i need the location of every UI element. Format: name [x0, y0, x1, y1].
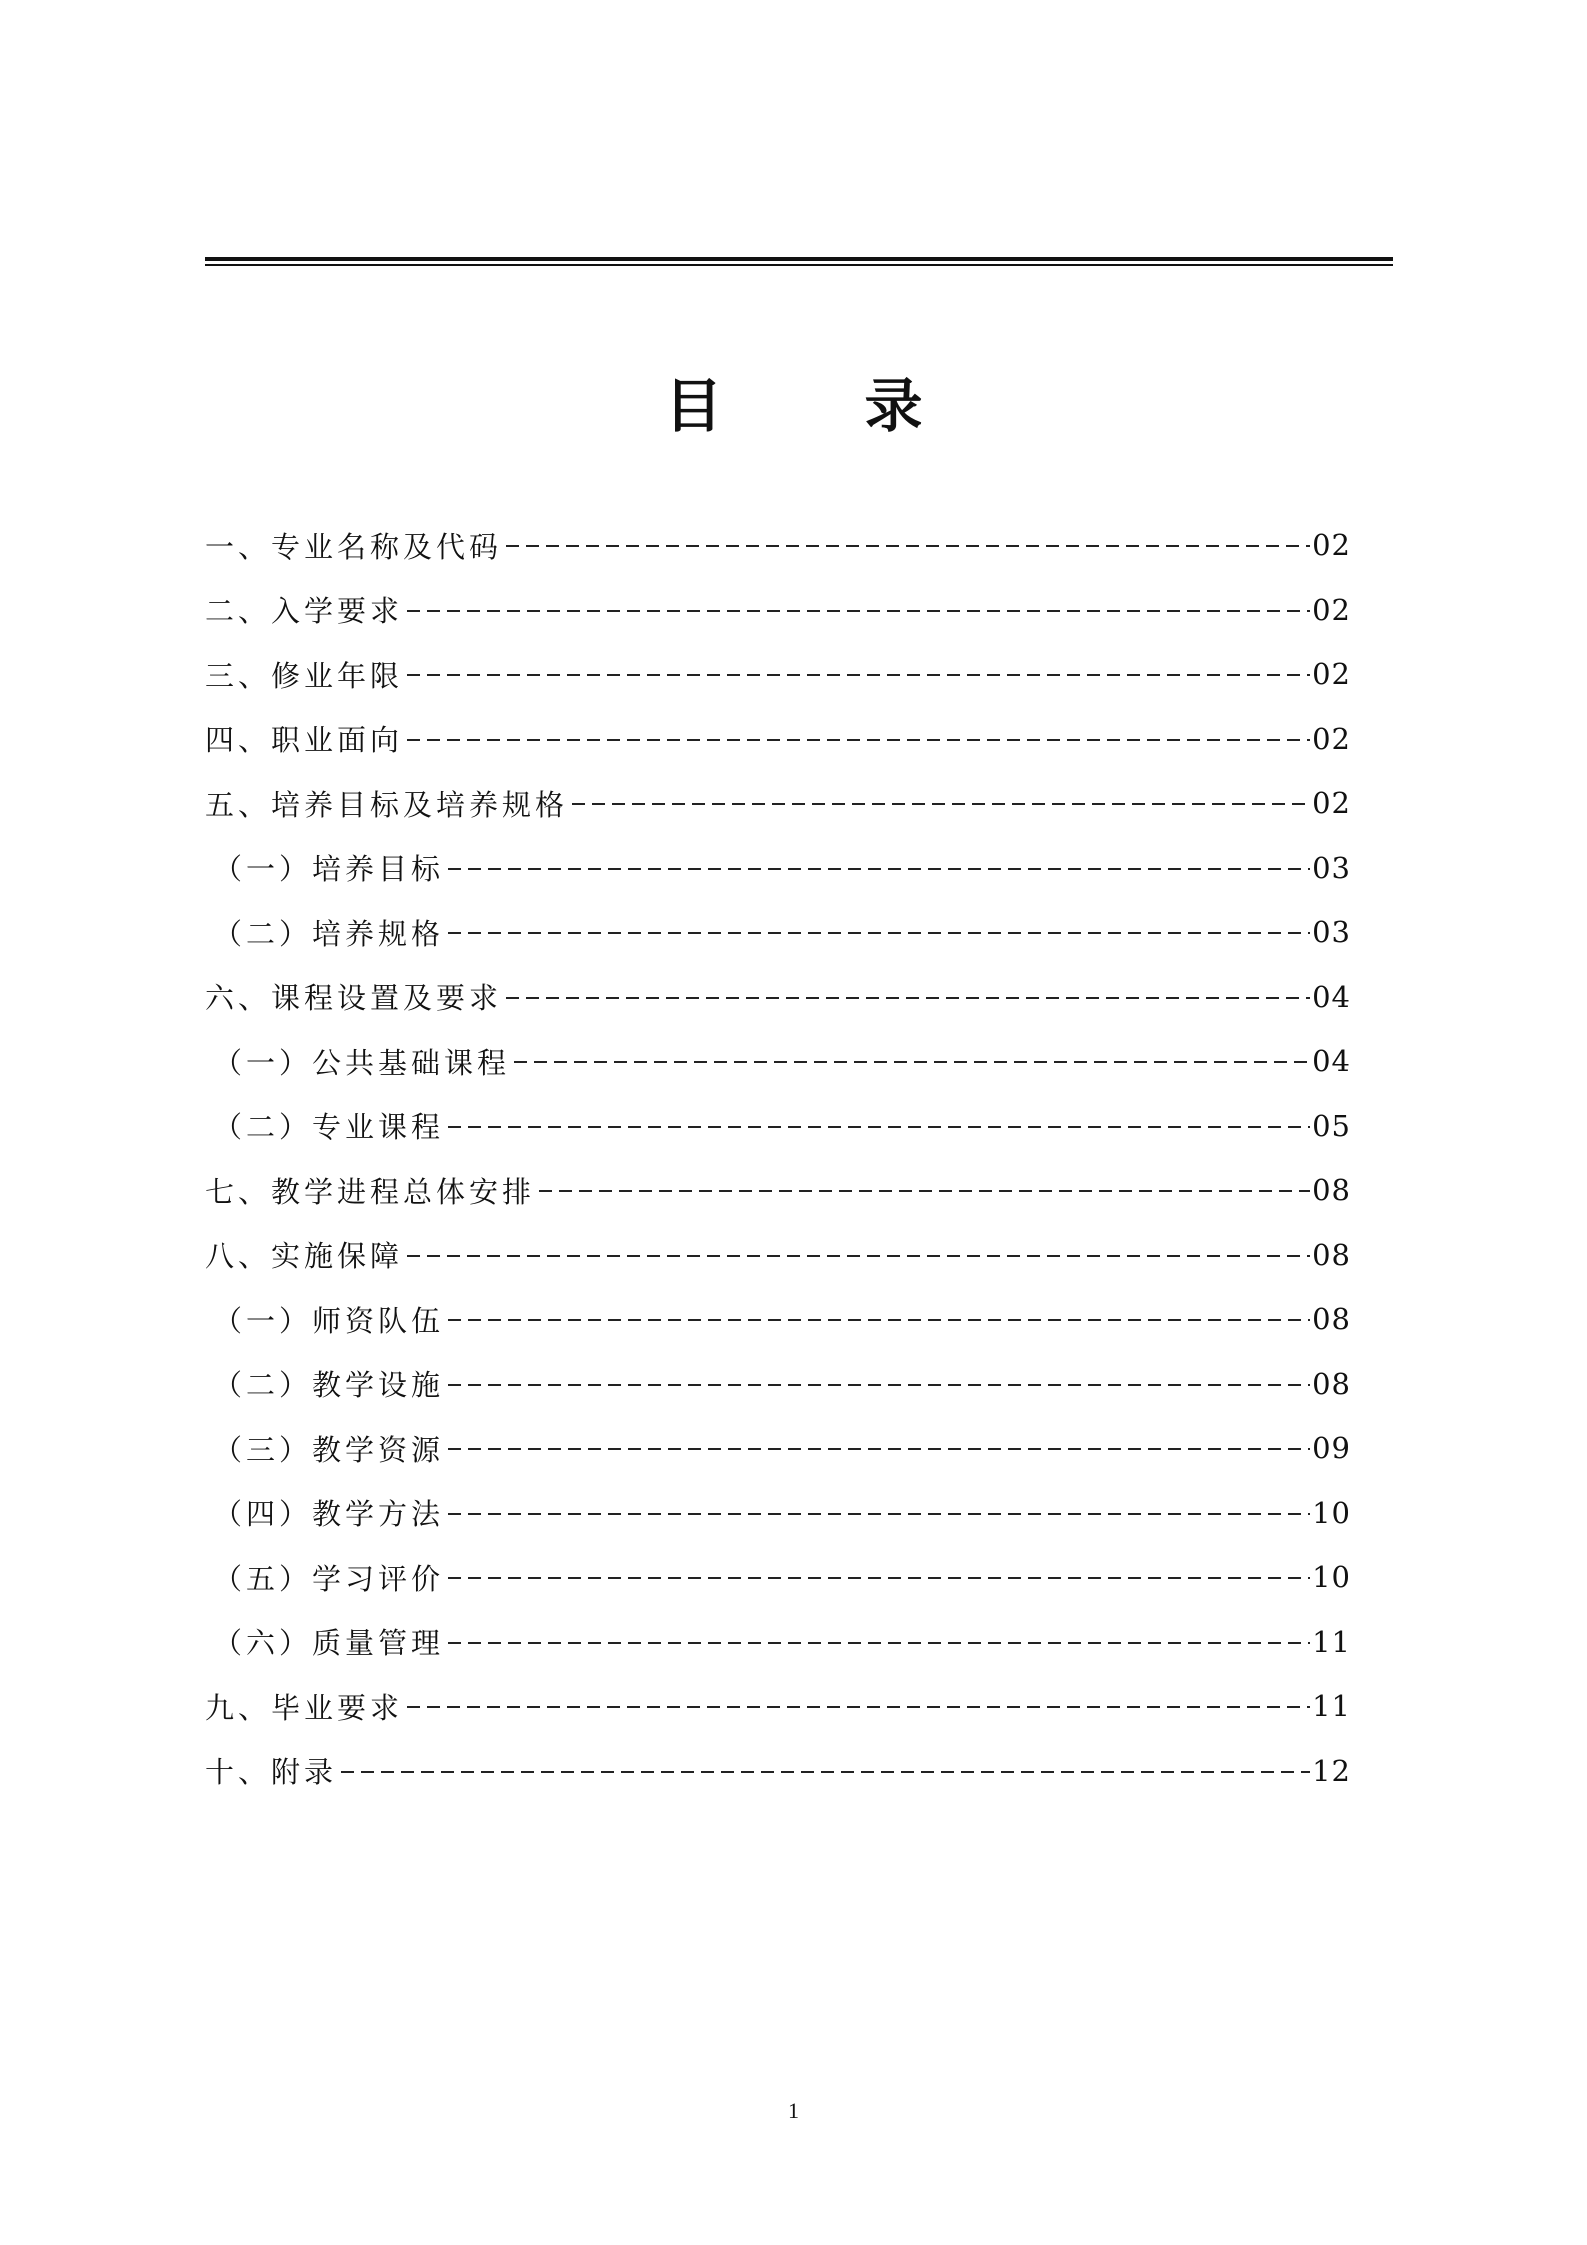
- toc-entry-label: （二）专业课程: [213, 1105, 448, 1146]
- toc-entry-page: 08: [1312, 1237, 1351, 1272]
- toc-leader-dashes: [448, 1448, 1310, 1450]
- toc-entry[interactable]: [205, 1223, 1351, 1288]
- page-number: 1: [788, 2098, 799, 2123]
- toc-leader-dashes: [514, 1061, 1310, 1063]
- toc-entry-page: 02: [1312, 721, 1351, 756]
- toc-leader-dashes: [448, 1319, 1310, 1321]
- toc-entry-page: 11: [1312, 1689, 1351, 1724]
- toc-entry[interactable]: [205, 1029, 1351, 1094]
- header-rule-thick: [205, 257, 1393, 261]
- toc-leader-dashes: [448, 1384, 1310, 1386]
- toc-entry[interactable]: [205, 1739, 1351, 1804]
- toc-entry-label: 五、培养目标及培养规格: [205, 783, 572, 824]
- toc-entry[interactable]: [205, 1481, 1351, 1546]
- toc-entry[interactable]: [205, 1545, 1351, 1610]
- toc-entry[interactable]: [205, 1416, 1351, 1481]
- toc-entry-label: （四）教学方法: [213, 1492, 448, 1533]
- toc-entry-label: （五）学习评价: [213, 1557, 448, 1598]
- toc-entry-page: 10: [1312, 1495, 1351, 1530]
- toc-leader-dashes: [506, 997, 1310, 999]
- toc-entry-page: 03: [1312, 850, 1351, 885]
- toc-leader-dashes: [572, 803, 1310, 805]
- toc-leader-dashes: [407, 1255, 1310, 1257]
- toc-entry[interactable]: [205, 900, 1351, 965]
- toc-entry-page: 04: [1312, 1044, 1351, 1079]
- toc-entry[interactable]: [205, 965, 1351, 1030]
- toc-leader-dashes: [448, 1577, 1310, 1579]
- toc-entry[interactable]: [205, 707, 1351, 772]
- toc-entry-label: （二）培养规格: [213, 912, 448, 953]
- toc-entry-page: 09: [1312, 1431, 1351, 1466]
- toc-entry-label: （二）教学设施: [213, 1363, 448, 1404]
- toc-entry[interactable]: [205, 1158, 1351, 1223]
- toc-entry[interactable]: [205, 1352, 1351, 1417]
- toc-entry-page: 02: [1312, 528, 1351, 563]
- toc-entry-label: 八、实施保障: [205, 1234, 407, 1275]
- toc-entry-label: （一）公共基础课程: [213, 1041, 514, 1082]
- toc-entry-page: 02: [1312, 592, 1351, 627]
- toc-entry-page: 08: [1312, 1173, 1351, 1208]
- toc-entry-label: 七、教学进程总体安排: [205, 1170, 539, 1211]
- toc-entry-page: 03: [1312, 915, 1351, 950]
- toc-leader-dashes: [448, 932, 1310, 934]
- toc-entry-label: （一）培养目标: [213, 847, 448, 888]
- toc-entry-label: （六）质量管理: [213, 1621, 448, 1662]
- page-title: 目录: [664, 372, 1065, 440]
- header-rule-thin: [205, 264, 1393, 266]
- toc-entry-page: 05: [1312, 1108, 1351, 1143]
- toc-leader-dashes: [506, 545, 1310, 547]
- toc-entry[interactable]: [205, 1094, 1351, 1159]
- toc-entry-label: 二、入学要求: [205, 589, 407, 630]
- toc-entry[interactable]: [205, 513, 1351, 578]
- toc-entry-label: 一、专业名称及代码: [205, 525, 506, 566]
- toc-entry-page: 11: [1312, 1624, 1351, 1659]
- toc-entry-page: 08: [1312, 1302, 1351, 1337]
- toc-entry-label: 十、附录: [205, 1750, 341, 1791]
- toc-entry[interactable]: [205, 642, 1351, 707]
- toc-entry-label: 四、职业面向: [205, 718, 407, 759]
- toc-leader-dashes: [407, 674, 1310, 676]
- toc-leader-dashes: [407, 739, 1310, 741]
- toc-entry[interactable]: [205, 836, 1351, 901]
- toc-leader-dashes: [539, 1190, 1310, 1192]
- toc-entry[interactable]: [205, 1287, 1351, 1352]
- toc-entry-page: 08: [1312, 1366, 1351, 1401]
- toc-leader-dashes: [407, 1706, 1310, 1708]
- toc-leader-dashes: [407, 610, 1310, 612]
- toc-leader-dashes: [448, 1642, 1310, 1644]
- toc-entry[interactable]: [205, 578, 1351, 643]
- toc-entry-page: 02: [1312, 786, 1351, 821]
- toc-leader-dashes: [448, 1513, 1310, 1515]
- toc-entry[interactable]: [205, 1610, 1351, 1675]
- toc-entry[interactable]: [205, 771, 1351, 836]
- toc-leader-dashes: [341, 1771, 1310, 1773]
- toc-entry-page: 10: [1312, 1560, 1351, 1595]
- toc-leader-dashes: [448, 1126, 1310, 1128]
- toc-entry-page: 04: [1312, 979, 1351, 1014]
- toc-entry-label: 九、毕业要求: [205, 1686, 407, 1727]
- toc-entry-label: 六、课程设置及要求: [205, 976, 506, 1017]
- toc-entry[interactable]: [205, 1674, 1351, 1739]
- toc-entry-page: 02: [1312, 657, 1351, 692]
- toc-leader-dashes: [448, 868, 1310, 870]
- table-of-contents: [205, 513, 1351, 1803]
- toc-entry-label: （三）教学资源: [213, 1428, 448, 1469]
- toc-entry-label: （一）师资队伍: [213, 1299, 448, 1340]
- toc-entry-page: 12: [1312, 1753, 1351, 1788]
- toc-entry-label: 三、修业年限: [205, 654, 407, 695]
